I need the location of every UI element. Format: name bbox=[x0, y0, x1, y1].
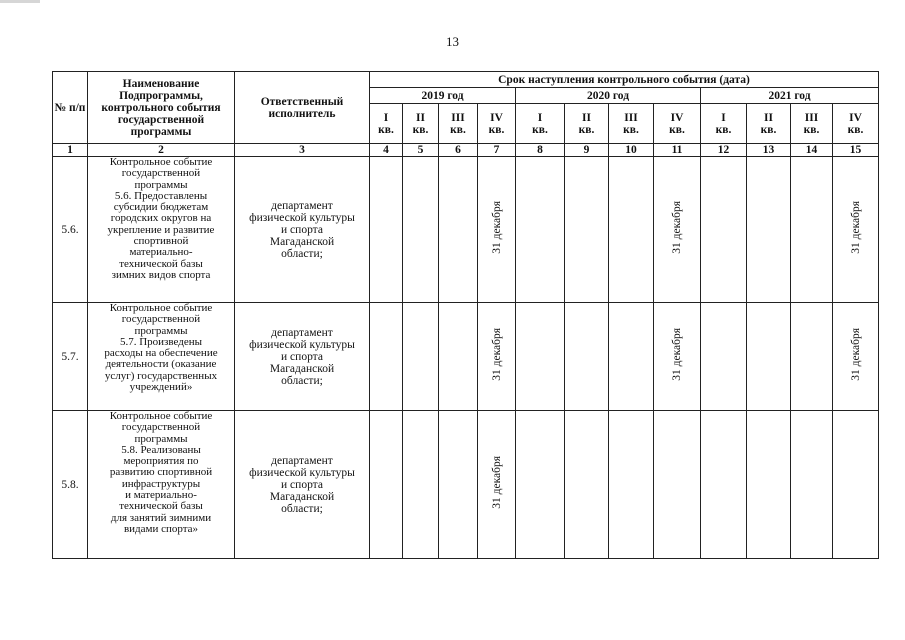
column-number: 12 bbox=[701, 144, 747, 157]
event-name-line: услуг) государственных bbox=[104, 369, 218, 382]
column-number: 11 bbox=[654, 144, 701, 157]
event-name-line: учреждений» bbox=[129, 381, 193, 394]
quarter-date-cell bbox=[609, 157, 654, 303]
responsible-line: и спорта bbox=[281, 478, 323, 491]
event-name-line: видами спорта» bbox=[123, 522, 199, 535]
quarter-date-cell bbox=[439, 157, 478, 303]
event-name-line: 5.7. Произведены bbox=[119, 335, 203, 348]
quarter-date-cell bbox=[791, 157, 833, 303]
responsible-executor bbox=[235, 411, 370, 559]
quarter-abbrev: кв. bbox=[623, 123, 639, 136]
column-number: 3 bbox=[235, 144, 370, 157]
event-name-line: мероприятия по bbox=[123, 455, 199, 468]
page-number: 13 bbox=[446, 34, 459, 49]
column-number: 1 bbox=[53, 144, 88, 157]
responsible-line: Магаданской bbox=[269, 490, 335, 503]
quarter-abbrev: кв. bbox=[378, 123, 394, 136]
responsible-line: физической культуры bbox=[249, 338, 355, 351]
event-name-line: 5.8. Реализованы bbox=[121, 443, 201, 456]
quarter-abbrev: кв. bbox=[450, 123, 466, 136]
quarter-numeral: I bbox=[537, 111, 543, 124]
quarter-date-cell bbox=[791, 411, 833, 559]
event-name bbox=[88, 157, 235, 303]
quarter-date-cell bbox=[403, 157, 439, 303]
responsible-line: департамент bbox=[271, 199, 333, 212]
quarter-abbrev: кв. bbox=[715, 123, 732, 136]
quarter-numeral: II bbox=[582, 111, 591, 124]
quarter-abbrev: кв. bbox=[803, 123, 820, 136]
responsible-line: департамент bbox=[271, 454, 333, 467]
quarter-date-cell bbox=[747, 411, 791, 559]
event-name-line: 5.6. Предоставлены bbox=[114, 189, 208, 202]
responsible-line: физической культуры bbox=[249, 211, 355, 224]
header-year: 2020 год bbox=[516, 88, 701, 104]
responsible-line: и спорта bbox=[281, 223, 323, 236]
quarter-date-cell bbox=[403, 303, 439, 411]
quarter-date-cell bbox=[609, 303, 654, 411]
table-row bbox=[53, 157, 879, 303]
quarter-date-cell bbox=[403, 411, 439, 559]
header-num: № п/п bbox=[53, 72, 88, 144]
quarter-date-cell bbox=[747, 303, 791, 411]
responsible-line: области; bbox=[281, 247, 323, 260]
quarter-date-cell bbox=[833, 157, 879, 303]
quarter-date-cell bbox=[609, 411, 654, 559]
responsible-line: физической культуры bbox=[249, 466, 355, 479]
responsible-executor bbox=[235, 157, 370, 303]
header-year: 2021 год bbox=[701, 88, 879, 104]
quarter-date-cell bbox=[439, 303, 478, 411]
deadline-date: 31 декабря bbox=[490, 200, 503, 254]
row-number: 5.8. bbox=[53, 411, 88, 559]
quarter-date-cell bbox=[701, 157, 747, 303]
quarter-abbrev: кв. bbox=[669, 123, 685, 136]
event-name bbox=[88, 303, 235, 411]
event-name-line: Контрольное событие bbox=[109, 410, 213, 422]
header-quarter bbox=[370, 104, 403, 144]
quarter-numeral: III bbox=[451, 111, 465, 124]
quarter-date-cell bbox=[701, 303, 747, 411]
header-quarter bbox=[791, 104, 833, 144]
event-name-line: и материально- bbox=[125, 489, 197, 502]
header-quarter bbox=[516, 104, 565, 144]
responsible-executor bbox=[235, 303, 370, 411]
deadline-date: 31 декабря bbox=[490, 327, 503, 381]
column-number: 7 bbox=[478, 144, 516, 157]
column-number: 10 bbox=[609, 144, 654, 157]
quarter-date-cell bbox=[747, 157, 791, 303]
header-quarter bbox=[439, 104, 478, 144]
quarter-date-cell bbox=[478, 157, 516, 303]
header-year: 2019 год bbox=[370, 88, 516, 104]
column-number: 4 bbox=[370, 144, 403, 157]
quarter-date-cell bbox=[516, 411, 565, 559]
column-number: 6 bbox=[439, 144, 478, 157]
header-quarter bbox=[654, 104, 701, 144]
event-name-line: развитию спортивной bbox=[109, 466, 213, 479]
event-name-line: укрепление и развитие bbox=[107, 223, 215, 236]
quarter-date-cell bbox=[701, 411, 747, 559]
event-name-line: государственной bbox=[121, 167, 201, 180]
column-number: 13 bbox=[747, 144, 791, 157]
header-responsible: Ответственный исполнитель bbox=[235, 72, 370, 144]
header-name: Наименование Подпрограммы, контрольного события государственной программы bbox=[88, 72, 235, 144]
column-number: 5 bbox=[403, 144, 439, 157]
quarter-date-cell bbox=[516, 303, 565, 411]
quarter-date-cell bbox=[478, 303, 516, 411]
event-name-line: зимних видов спорта bbox=[111, 268, 211, 281]
event-name-line: расходы на обеспечение bbox=[104, 347, 218, 360]
quarter-date-cell bbox=[565, 303, 609, 411]
event-name-line: государственной bbox=[121, 313, 201, 326]
scan-corner-mark bbox=[0, 0, 40, 3]
quarter-abbrev: кв. bbox=[847, 123, 864, 136]
column-number: 8 bbox=[516, 144, 565, 157]
quarter-numeral: II bbox=[416, 111, 425, 124]
quarter-numeral: III bbox=[804, 111, 819, 124]
quarter-numeral: IV bbox=[670, 111, 684, 124]
event-name-line: программы bbox=[134, 432, 188, 445]
event-name-line: технической базы bbox=[119, 257, 203, 270]
column-number: 2 bbox=[88, 144, 235, 157]
quarter-date-cell bbox=[478, 411, 516, 559]
deadline-date: 31 декабря bbox=[849, 200, 862, 254]
deadline-date: 31 декабря bbox=[849, 327, 862, 381]
event-name-line: государственной bbox=[121, 421, 201, 434]
table-row bbox=[53, 411, 879, 559]
quarter-date-cell bbox=[565, 157, 609, 303]
quarter-abbrev: кв. bbox=[412, 123, 429, 136]
header-quarter bbox=[609, 104, 654, 144]
row-number: 5.6. bbox=[53, 157, 88, 303]
header-quarter bbox=[747, 104, 791, 144]
event-name-line: материально- bbox=[129, 246, 193, 259]
column-number: 14 bbox=[791, 144, 833, 157]
deadline-date: 31 декабря bbox=[671, 327, 683, 381]
event-name-line: программы bbox=[134, 324, 188, 337]
responsible-line: и спорта bbox=[281, 350, 323, 363]
event-name-line: городских округов на bbox=[110, 212, 212, 225]
event-name-line: инфраструктуры bbox=[121, 477, 201, 490]
quarter-date-cell bbox=[654, 411, 701, 559]
responsible-line: области; bbox=[281, 374, 323, 387]
quarter-date-cell bbox=[654, 157, 701, 303]
deadline-date: 31 декабря bbox=[490, 455, 503, 509]
header-quarter bbox=[701, 104, 747, 144]
header-quarter bbox=[403, 104, 439, 144]
deadline-date: 31 декабря bbox=[671, 200, 683, 254]
quarter-numeral: II bbox=[764, 111, 773, 124]
quarter-date-cell bbox=[370, 411, 403, 559]
header-quarter bbox=[833, 104, 879, 144]
header-quarter bbox=[565, 104, 609, 144]
responsible-line: Магаданской bbox=[269, 235, 335, 248]
quarter-numeral: IV bbox=[490, 111, 503, 124]
header-deadline: Срок наступления контрольного события (дата) bbox=[370, 72, 879, 88]
event-name-line: технической базы bbox=[119, 500, 203, 513]
quarter-date-cell bbox=[516, 157, 565, 303]
event-name-line: деятельности (оказание bbox=[105, 358, 217, 371]
responsible-line: области; bbox=[281, 502, 323, 515]
quarter-numeral: I bbox=[721, 111, 726, 124]
quarter-abbrev: кв. bbox=[532, 123, 548, 136]
column-number: 9 bbox=[565, 144, 609, 157]
quarter-abbrev: кв. bbox=[488, 123, 505, 136]
quarter-date-cell bbox=[565, 411, 609, 559]
quarter-abbrev: кв. bbox=[578, 123, 595, 136]
event-name bbox=[88, 411, 235, 559]
row-number: 5.7. bbox=[53, 303, 88, 411]
event-name-line: субсидии бюджетам bbox=[113, 201, 209, 214]
quarter-date-cell bbox=[791, 303, 833, 411]
quarter-numeral: IV bbox=[849, 111, 862, 124]
control-events-table bbox=[52, 71, 879, 559]
table-row bbox=[53, 303, 879, 411]
quarter-date-cell bbox=[370, 157, 403, 303]
quarter-date-cell bbox=[370, 303, 403, 411]
quarter-date-cell bbox=[654, 303, 701, 411]
responsible-line: департамент bbox=[271, 326, 333, 339]
column-number: 15 bbox=[833, 144, 879, 157]
responsible-line: Магаданской bbox=[269, 362, 335, 375]
event-name-line: для занятий зимними bbox=[110, 511, 212, 524]
header-quarter bbox=[478, 104, 516, 144]
event-name-line: спортивной bbox=[133, 235, 189, 248]
quarter-date-cell bbox=[833, 303, 879, 411]
event-name-line: программы bbox=[134, 178, 188, 191]
quarter-date-cell bbox=[439, 411, 478, 559]
event-name-line: Контрольное событие bbox=[109, 156, 213, 168]
quarter-date-cell bbox=[833, 411, 879, 559]
event-name-line: Контрольное событие bbox=[109, 302, 213, 314]
quarter-numeral: I bbox=[383, 111, 389, 124]
quarter-abbrev: кв. bbox=[760, 123, 777, 136]
quarter-numeral: III bbox=[624, 111, 638, 124]
